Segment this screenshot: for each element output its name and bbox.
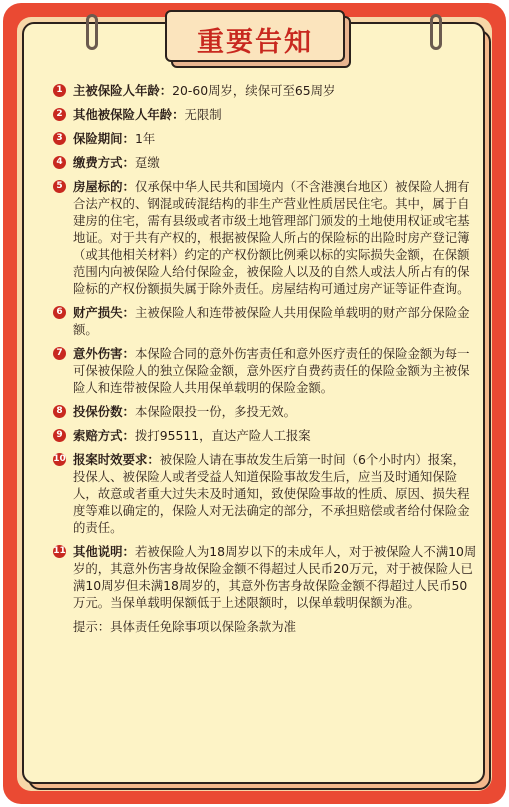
- item-text: 20-60周岁，续保可至65周岁: [172, 83, 336, 98]
- number-badge: 7: [53, 347, 66, 360]
- item-label: 财产损失：: [73, 305, 135, 320]
- number-badge: 10: [53, 454, 66, 464]
- item-label: 投保份数：: [73, 404, 135, 419]
- item-label: 报案时效要求：: [73, 452, 160, 467]
- number-badge: 3: [53, 132, 66, 145]
- notice-content: [53, 82, 477, 635]
- number-badge: 6: [53, 306, 66, 319]
- notice-item: [53, 345, 477, 396]
- notice-item: [53, 427, 477, 444]
- notice-item: [53, 304, 477, 338]
- item-label: 缴费方式：: [73, 155, 135, 170]
- item-text: 无限制: [184, 107, 222, 122]
- notice-item: [53, 154, 477, 171]
- notice-item: [53, 403, 477, 420]
- number-badge: 1: [53, 84, 66, 97]
- notice-item: [53, 543, 477, 611]
- item-label: 主被保险人年龄：: [73, 83, 173, 98]
- item-label: 房屋标的：: [73, 179, 135, 194]
- item-label: 保险期间：: [73, 131, 135, 146]
- page-title: 重要告知: [197, 27, 313, 58]
- number-badge: 5: [53, 180, 66, 193]
- notice-item: [53, 451, 477, 536]
- footer-tip: 提示：具体责任免除事项以保险条款为准: [73, 619, 297, 634]
- notice-item: [53, 130, 477, 147]
- number-badge: 2: [53, 108, 66, 121]
- item-label: 索赔方式：: [73, 428, 135, 443]
- item-text: 1年: [134, 131, 156, 146]
- notice-item: [53, 178, 477, 297]
- item-text: 拨打95511，直达产险人工报案: [134, 428, 311, 443]
- item-text: 本保险合同的意外伤害责任和意外医疗责任的保险金额为每一可保被保险人的独立保险金额，意外医疗自费药责任的保险金额为主被保险人和连带被保险人共用保单载明的保险金额。: [73, 346, 470, 395]
- number-badge: 11: [53, 546, 66, 556]
- title-banner: [165, 10, 345, 62]
- number-badge: 4: [53, 156, 66, 169]
- number-badge: 9: [53, 429, 66, 442]
- item-label: 其他说明：: [73, 544, 135, 559]
- item-text: 主被保险人和连带被保险人共用保险单载明的财产部分保险金额。: [73, 305, 470, 337]
- item-label: 其他被保险人年龄：: [73, 107, 185, 122]
- item-text: 仅承保中华人民共和国境内（不含港澳台地区）被保险人拥有合法产权的、钢混或砖混结构的非生产营业性质居民住宅。其中，属于自建房的住宅，需有县级或者市级土地管理部门颁发的土地使用权证或宅基地证。对于共有产权的，根据被保险人所占的保险标的出险时房产登记簿（或其他相关材料）约定的产权份额比例乘以标的实际损失金额，在保额范围内向被保险人给付保险金，被保险人以及的自然人或法人所占有的保险标的产权份额损失属于除外责任。房屋结构可通过房产证等证件查询。: [73, 179, 470, 296]
- number-badge: 8: [53, 405, 66, 418]
- paper-clip-icon: [86, 14, 98, 50]
- notice-item: [53, 106, 477, 123]
- item-text: 趸缴: [134, 155, 160, 170]
- notice-item: [53, 82, 477, 99]
- item-text: 被保险人请在事故发生后第一时间（6个小时内）报案，投保人、被保险人或者受益人知道保险事故发生后，应当及时通知保险人，故意或者重大过失未及时通知，致使保险事故的性质、原因、损失程度等难以确定的，保险人对无法确定的部分，不承担赔偿或者给付保险金的责任。: [73, 452, 470, 535]
- item-label: 意外伤害：: [73, 346, 135, 361]
- item-text: 若被保险人为18周岁以下的未成年人，对于被保险人不满10周岁的，其意外伤害身故保险金额不得超过人民币20万元，对于被保险人已满10周岁但未满18周岁的，其意外伤害身故保险金额不得超过人民币50万元。当保单载明保额低于上述限额时，以保单载明保额为准。: [73, 544, 477, 610]
- paper-clip-icon: [430, 14, 442, 50]
- item-text: 本保险限投一份，多投无效。: [134, 404, 297, 419]
